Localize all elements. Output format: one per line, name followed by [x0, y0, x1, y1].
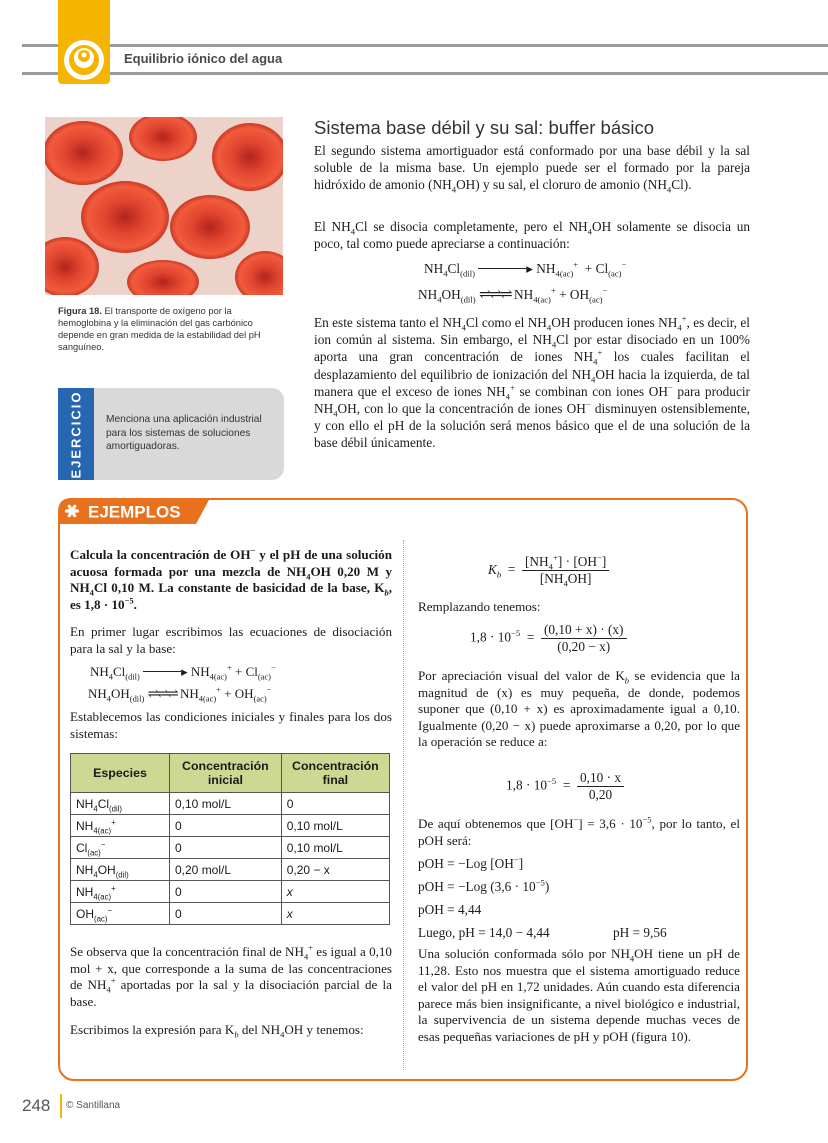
- species-cell: $OH_{(ac)}^-$: [71, 903, 170, 925]
- species-cell: $NH_4OH_{(dil)}$: [71, 859, 170, 881]
- poh-line-2: pOH = −Log $(3,6 \cdot 10^{-5})$: [418, 877, 550, 894]
- initial-cell: 0: [170, 837, 282, 859]
- equation-nh4oh: $NH_4OH_{(dil)}$ ⇌⇌⇌ $NH_{4(ac)}^+ + OH_{(ac)}^-$: [418, 285, 608, 305]
- header-title: Equilibrio iónico del agua: [124, 51, 283, 66]
- species-cell: $NH_{4(ac)}^+$: [71, 815, 170, 837]
- example-step-2: Establecemos las condiciones iniciales y finales para los dos sistemas:: [70, 709, 392, 741]
- ph-calculation: Luego, pH = 14,0 − 4,44: [418, 925, 550, 940]
- final-cell: 0,20 − x: [281, 859, 389, 881]
- kb-expression: $K_b$ = $\frac{[NH_4^+] \cdot [OH^-]}{[NH_4OH]}$: [488, 554, 609, 587]
- table-row: [71, 837, 390, 859]
- figure-caption-text: El transporte de oxígeno por la hemoglobina y la eliminación del gas carbónico depende en gran medida de la estabilidad del pH sanguíneo.: [58, 306, 261, 352]
- kb-substitution: $1,8 \cdot 10^{-5}$ = $\frac{(0,10 + x) \cdot (x)}{(0,20 - x)}$: [470, 622, 627, 655]
- table-row: [71, 793, 390, 815]
- red-blood-cells-photo: [45, 117, 283, 295]
- equation-nh4cl: $NH_4Cl_{(dil)}$ ▸ $NH_{4(ac)}^+ + Cl_{(ac)}^-$: [424, 259, 627, 279]
- example-question: Calcula la concentración de OH− y el pH de una solución acuosa formada por una mezcla de $NH_4OH$ 0,20 M y $NH_4Cl$ 0,10 M. La constante de basicidad de la base, $K_b$, es $1,8 \cdot 10^{-5}$.: [70, 545, 393, 612]
- example-equation-nh4cl: $NH_4Cl_{(dil)}$ ▸ $NH_{4(ac)}^+ + Cl_{(ac)}^-$: [90, 662, 276, 682]
- exercise-label: EJERCICIO: [68, 389, 84, 479]
- species-table: [70, 753, 390, 925]
- final-cell: x: [281, 881, 389, 903]
- table-header: Especies: [71, 754, 170, 793]
- examples-banner: [58, 498, 210, 524]
- example-oh-result: De aquí obtenemos que $[OH^-] = 3,6 \cdot 10^{-5}$, por lo tanto, el pOH será:: [418, 814, 740, 848]
- svg-text:EJEMPLOS: EJEMPLOS: [88, 502, 181, 522]
- final-cell: 0,10 mol/L: [281, 815, 389, 837]
- example-step-4: Escribimos la expresión para $K_b$ del $NH_4OH$ y tenemos:: [70, 1022, 364, 1040]
- table-header-row: [71, 754, 390, 793]
- initial-cell: 0: [170, 881, 282, 903]
- example-approximation: Por apreciación visual del valor de $K_b$ se evidencia que la magnitud de (x) es muy pequeña, de donde, podemos suponer que (0,10 + x) es aproximadamente igual a 0,10. Igualmente (0,20 − x) puede aproximarse a 0,20, por lo que la operación se reduce a:: [418, 668, 740, 750]
- example-step-3: Se observa que la concentración final de $NH_4^+$ es igual a 0,10 mol + x, que corresponde a la suma de las concentraciones de $NH_4^+$ aportadas por la sal y la disociación parcial de la base.: [70, 942, 392, 1009]
- header-bottom-rule: [22, 72, 828, 75]
- figure-caption: [58, 305, 286, 353]
- final-cell: 0,10 mol/L: [281, 837, 389, 859]
- species-cell: $Cl_{(ac)}^-$: [71, 837, 170, 859]
- table-header: Concentración inicial: [170, 754, 282, 793]
- table-row: [71, 903, 390, 925]
- spiral-logo-icon: [62, 38, 106, 82]
- footer-publisher: © Santillana: [66, 1100, 121, 1111]
- paragraph-2: El $NH_4Cl$ se disocia completamente, pero el $NH_4OH$ solamente se disocia un poco, tal como puede apreciarse a continuación:: [314, 219, 750, 252]
- page-number: 248: [22, 1096, 51, 1115]
- kb-simplified: $1,8 \cdot 10^{-5}$ = $\frac{0,10 \cdot x}{0,20}$: [506, 770, 624, 803]
- initial-cell: 0: [170, 815, 282, 837]
- species-cell: $NH_4Cl_{(dil)}$: [71, 793, 170, 815]
- footer-bar: [60, 1094, 62, 1118]
- section-title: Sistema base débil y su sal: buffer básico: [314, 117, 655, 138]
- header-top-rule: [22, 44, 828, 47]
- example-replace: Remplazando tenemos:: [418, 599, 541, 614]
- table-row: [71, 815, 390, 837]
- table-header: Concentración final: [281, 754, 389, 793]
- final-cell: 0: [281, 793, 389, 815]
- figure-caption-label: Figura 18.: [58, 306, 102, 316]
- initial-cell: 0,20 mol/L: [170, 859, 282, 881]
- examples-divider: [403, 540, 404, 1070]
- exercise-text: Menciona una aplicación industrial para los sistemas de soluciones amortiguadoras.: [106, 414, 262, 452]
- final-cell: x: [281, 903, 389, 925]
- example-step-1: En primer lugar escribimos las ecuaciones de disociación para la sal y la base:: [70, 624, 392, 656]
- poh-line-1: pOH = −Log [OH−]: [418, 854, 524, 871]
- initial-cell: 0: [170, 903, 282, 925]
- poh-line-3: pOH = 4,44: [418, 902, 482, 917]
- table-row: [71, 859, 390, 881]
- initial-cell: 0,10 mol/L: [170, 793, 282, 815]
- species-cell: $NH_{4(ac)}^+$: [71, 881, 170, 903]
- ph-result: pH = 9,56: [613, 925, 667, 940]
- paragraph-1: El segundo sistema amortiguador está conformado por una base débil y la sal soluble de la misma base. Un ejemplo puede ser el formado por la pareja hidróxido de amonio $(NH_4OH)$ y su sal, el cloruro de amonio $(NH_4Cl)$.: [314, 143, 750, 196]
- paragraph-3: En este sistema tanto el $NH_4Cl$ como el $NH_4OH$ producen iones $NH_4^+$, es decir, el ion común al sistema. Sin embargo, el $NH_4Cl$ por estar disociado en un 100% aporta una gran concentración de iones $NH_4^+$ los cuales facilitan el desplazamiento del equilibrio de ionización del $NH_4OH$ hacia la izquierda, de tal manera que el exceso de iones $NH_4^+$ se combinan con iones OH− para producir $NH_4OH$, con lo que la concentración de iones OH− disminuyen ostensiblemente, y con ello el pH de la solución será menos básico que el de una solución de la base débil únicamente.: [314, 313, 750, 451]
- example-conclusion: Una solución conformada sólo por $NH_4OH$ tiene un pH de 11,28. Esto nos muestra que el sistema amortiguado reduce el valor del pH en 1,72 unidades. Aún cuando esta diferencia parece más bien insignificante, a nivel biológico e industrial, la supervivencia de un sistema depende muchas veces de esas pequeñas variaciones de pH y pOH (figura 10).: [418, 946, 740, 1044]
- table-row: [71, 881, 390, 903]
- example-equation-nh4oh: $NH_4OH_{(dil)}$ ⇌⇌⇌ $NH_{4(ac)}^+ + OH_{(ac)}^-$: [88, 684, 272, 704]
